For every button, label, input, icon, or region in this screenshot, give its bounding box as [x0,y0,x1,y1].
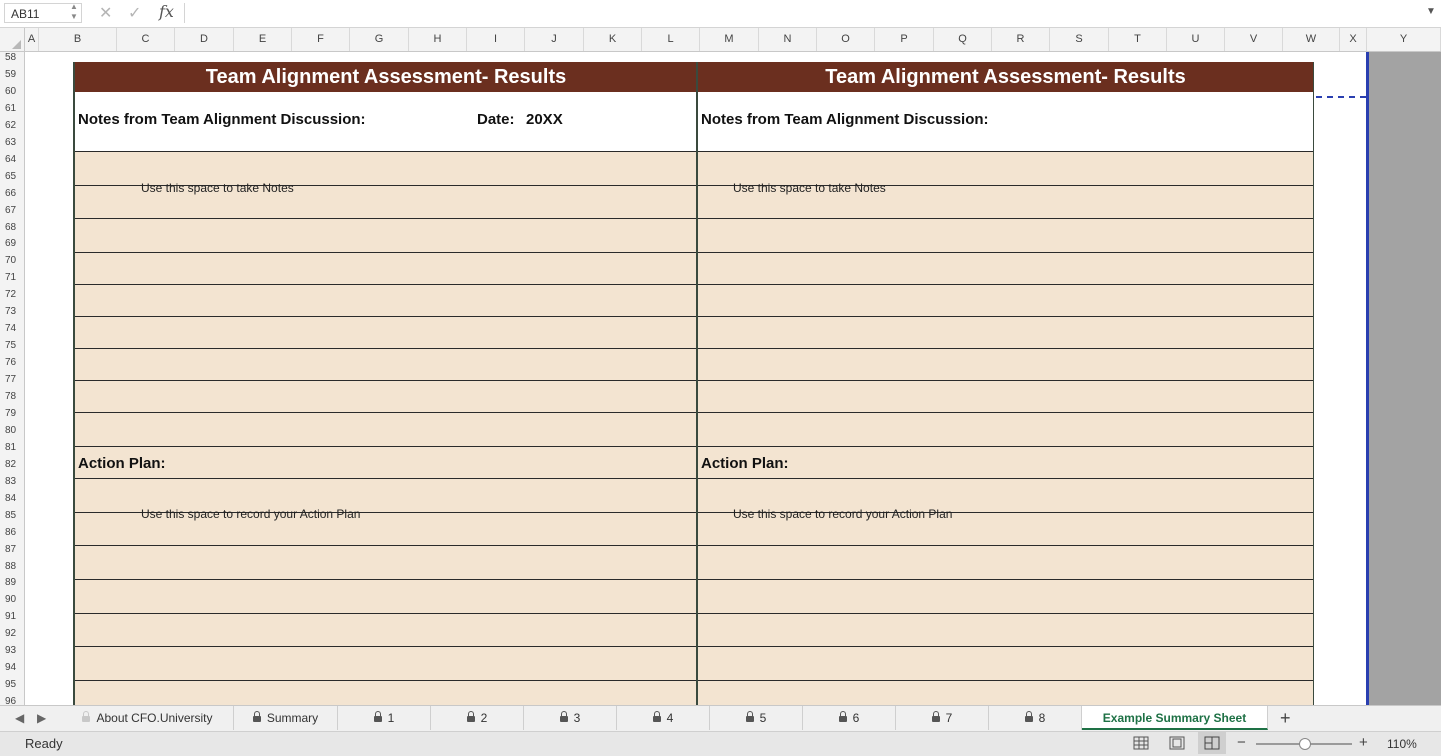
row-header-cell[interactable]: 71 [5,272,17,284]
ruled-line [698,545,1313,546]
sheet-tab[interactable] [989,706,1082,730]
status-text: Ready [25,736,63,751]
panel-title: Team Alignment Assessment- Results [75,62,697,92]
sheet-tab-label: 6 [852,711,860,725]
row-header-cell[interactable]: 74 [5,323,17,335]
row-header-cell[interactable]: 88 [5,560,17,572]
ruled-line [75,151,697,152]
ruled-line [75,446,697,447]
lock-icon [1025,716,1033,722]
formula-bar [0,0,1441,28]
lock-icon [374,716,382,722]
sheet-tab[interactable] [338,706,431,730]
ruled-line [698,646,1313,647]
ruled-line [75,478,697,479]
formula-input[interactable] [184,3,1425,23]
sheet-tab[interactable] [896,706,989,730]
status-bar [0,731,1441,756]
column-header-cell[interactable]: B [39,28,117,51]
confirm-icon[interactable]: ✓ [128,5,142,22]
zoom-level[interactable]: 110% [1387,737,1417,751]
row-header-cell[interactable]: 66 [5,187,17,199]
ruled-line [698,284,1313,285]
ruled-line [75,316,697,317]
right-results-panel [698,62,1313,705]
row-header-cell[interactable]: 81 [5,441,17,453]
column-header-cell[interactable]: F [292,28,350,51]
zoom-in-icon[interactable]: + [1359,734,1368,751]
column-header-cell[interactable]: L [642,28,700,51]
row-header [0,52,25,705]
notes-label: Notes from Team Alignment Discussion: [701,111,989,128]
add-sheet-button[interactable]: + [1280,708,1291,728]
panel-border-right [1313,62,1314,705]
row-header-cell[interactable]: 92 [5,628,17,640]
column-header-cell[interactable]: H [409,28,467,51]
row-header-cell[interactable]: 79 [5,407,17,419]
row-header-cell[interactable]: 94 [5,662,17,674]
row-header-cell[interactable]: 68 [5,221,17,233]
column-header-cell[interactable]: T [1109,28,1167,51]
page-layout-icon[interactable] [1169,736,1185,750]
lock-icon [467,716,475,722]
ruled-line [698,579,1313,580]
column-header-cell[interactable]: W [1283,28,1340,51]
normal-view-icon[interactable] [1133,736,1149,750]
ruled-line [75,218,697,219]
date-label: Date: [477,111,515,128]
page-break-view-button[interactable] [1198,732,1226,754]
sheet-tab[interactable] [803,706,896,730]
notes-placeholder: Use this space to take Notes [141,181,294,195]
lock-icon [253,716,261,722]
row-header-cell[interactable]: 90 [5,594,17,606]
column-header-cell[interactable]: R [992,28,1050,51]
lock-icon [932,716,940,722]
prev-sheet-icon[interactable]: ◀ [15,711,25,725]
lock-icon [82,716,90,722]
action-plan-label: Action Plan: [701,455,789,472]
panel-title: Team Alignment Assessment- Results [698,62,1313,92]
sheet-tab-active[interactable] [1082,706,1268,730]
ruled-line [698,218,1313,219]
ruled-line [698,412,1313,413]
column-header-cell[interactable]: J [525,28,584,51]
column-header-cell[interactable]: Y [1367,28,1441,51]
lock-icon [560,716,568,722]
sheet-tab[interactable] [617,706,710,730]
row-header-cell[interactable]: 78 [5,391,17,402]
ruled-line [75,348,697,349]
action-placeholder: Use this space to record your Action Plan [141,507,361,521]
left-results-panel [75,62,697,705]
worksheet-grid[interactable] [25,52,1441,705]
row-header-cell[interactable]: 76 [5,357,17,369]
lock-icon [839,716,847,722]
ruled-line [698,316,1313,317]
ruled-line [75,579,697,580]
ruled-line [698,380,1313,381]
row-header-cell[interactable]: 69 [5,238,17,250]
row-header-cell[interactable]: 63 [5,136,17,148]
notes-label: Notes from Team Alignment Discussion: [78,111,366,128]
name-box[interactable]: AB11 [4,3,82,23]
sheet-tab[interactable] [710,706,803,730]
function-icon[interactable]: fx [159,2,174,21]
sheet-tab[interactable] [234,706,338,730]
sheet-tab-label: Summary [266,711,319,725]
action-plan-label: Action Plan: [78,455,166,472]
row-header-cell[interactable]: 89 [5,577,17,589]
row-header-cell[interactable]: 64 [5,153,17,165]
ruled-line [75,646,697,647]
ruled-line [698,613,1313,614]
column-header-cell[interactable]: G [350,28,409,51]
select-all-icon [12,40,21,49]
select-all-button[interactable] [0,28,25,51]
ruled-line [698,478,1313,479]
next-sheet-icon[interactable]: ▶ [37,711,47,725]
row-header-cell[interactable]: 60 [5,85,17,97]
action-placeholder: Use this space to record your Action Plan [733,507,953,521]
zoom-out-icon[interactable]: − [1237,734,1246,751]
row-header-cell[interactable]: 82 [5,458,17,470]
row-header-cell[interactable]: 93 [5,645,17,657]
row-header-cell[interactable]: 86 [5,526,17,538]
ruled-line [698,348,1313,349]
column-header-cell[interactable]: I [467,28,525,51]
sheet-tab[interactable] [62,706,234,730]
column-header-cell[interactable]: M [700,28,759,51]
column-header-cell[interactable]: A [25,28,39,51]
column-header-cell[interactable]: K [584,28,642,51]
sheet-tab-bar [0,705,1441,731]
column-header [0,28,1441,52]
row-header-cell[interactable]: 75 [5,340,17,352]
sheet-tab-label: 5 [759,711,767,725]
sheet-tab-label: About CFO.University [96,711,213,725]
date-value[interactable]: 20XX [526,111,563,128]
ruled-line [75,680,697,681]
column-header-cell[interactable]: E [234,28,292,51]
row-header-cell[interactable]: 85 [5,509,17,521]
sheet-tab-label: 2 [480,711,488,725]
row-header-cell[interactable]: 67 [5,204,17,216]
row-header-cell[interactable]: 70 [5,255,17,267]
row-header-cell[interactable]: 87 [5,543,17,555]
row-header-cell[interactable]: 95 [5,679,17,691]
panel-border-left [73,62,75,705]
ruled-line [75,613,697,614]
column-header-cell[interactable]: V [1225,28,1283,51]
sheet-tab-label: 4 [666,711,674,725]
column-header-cell[interactable]: N [759,28,817,51]
sheet-tab[interactable] [524,706,617,730]
ruled-line [75,545,697,546]
name-box-stepper-icon[interactable]: ▲ ▼ [70,2,78,21]
lock-icon [746,716,754,722]
sheet-tab-label: 1 [387,711,395,725]
column-header-cell[interactable]: D [175,28,234,51]
column-header-cell[interactable]: O [817,28,875,51]
ruled-line [75,380,697,381]
sheet-tab-label: 8 [1038,711,1046,725]
row-header-cell[interactable]: 83 [5,475,17,487]
row-header-cell[interactable]: 91 [5,611,17,623]
cancel-icon[interactable]: ✕ [99,5,113,22]
sheet-tab-label: 7 [945,711,953,725]
ruled-line [75,284,697,285]
row-header-cell[interactable]: 72 [5,289,17,301]
row-header-cell[interactable]: 65 [5,170,17,182]
column-header-cell[interactable]: U [1167,28,1225,51]
ruled-line [698,446,1313,447]
column-header-cell[interactable]: C [117,28,175,51]
row-header-cell[interactable]: 73 [5,306,17,318]
notes-area[interactable] [75,152,697,705]
notes-area[interactable] [698,152,1313,705]
column-header-cell[interactable]: P [875,28,934,51]
row-header-cell[interactable]: 59 [5,68,17,80]
column-header-cell[interactable]: Q [934,28,992,51]
column-header-cell[interactable]: X [1340,28,1367,51]
row-header-cell[interactable]: 84 [5,492,17,504]
lock-icon [653,716,661,722]
row-header-cell[interactable]: 58 [5,52,17,63]
ruled-line [75,252,697,253]
column-header-cell[interactable]: S [1050,28,1109,51]
row-header-cell[interactable]: 96 [5,696,17,705]
ruled-line [698,151,1313,152]
ruled-line [698,680,1313,681]
ruled-line [698,252,1313,253]
row-header-cell[interactable]: 61 [5,102,17,114]
sheet-tab-label: 3 [573,711,581,725]
page-break-view-icon [1204,736,1220,750]
outside-print-area [1369,52,1441,705]
panel-border-middle [696,62,698,705]
chevron-down-icon[interactable]: ▼ [1426,6,1436,17]
sheet-tab-label: Example Summary Sheet [1102,711,1247,725]
ruled-line [75,412,697,413]
row-header-cell[interactable]: 77 [5,374,17,386]
zoom-slider-handle[interactable] [1299,738,1311,750]
sheet-tab[interactable] [431,706,524,730]
page-break-dashed-line [1316,96,1366,98]
row-header-cell[interactable]: 62 [5,119,17,131]
row-header-cell[interactable]: 80 [5,424,17,436]
notes-placeholder: Use this space to take Notes [733,181,886,195]
